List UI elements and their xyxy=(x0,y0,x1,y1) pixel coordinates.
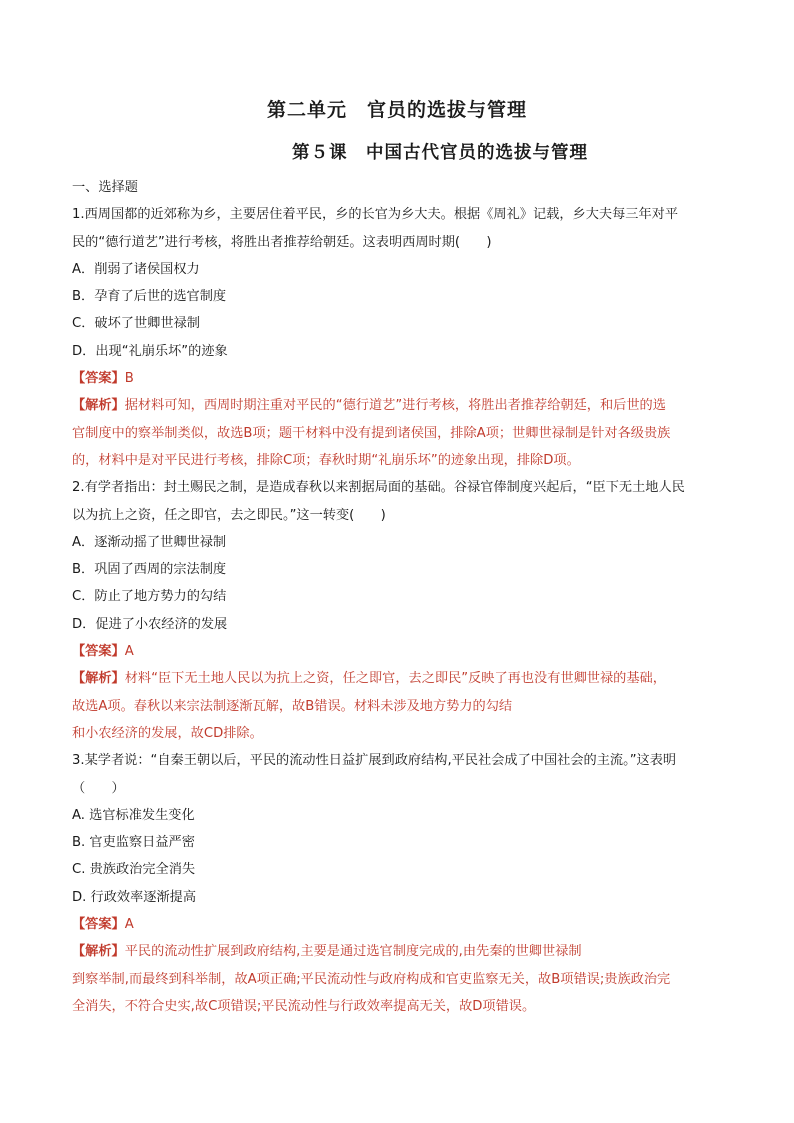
question-stem-line: 2.有学者指出：封土赐民之制，是造成春秋以来割据局面的基础。谷禄官俸制度兴起后，“臣下无土地人民 xyxy=(72,480,685,496)
option-b: B. 官吏监察日益严密 xyxy=(72,835,195,851)
option-a: A. 选官标准发生变化 xyxy=(72,807,195,823)
option-b: B．孕育了后世的选官制度 xyxy=(72,289,227,305)
question-stem-line: 3.某学者说：“自秦王朝以后，平民的流动性日益扩展到政府结构,平民社会成了中国社会的主流。”这表明 xyxy=(72,753,677,769)
analysis-line xyxy=(72,665,734,692)
answer-value: B xyxy=(124,371,134,387)
option-a: A．削弱了诸侯国权力 xyxy=(72,261,200,277)
answer-label: 【答案】 xyxy=(72,371,125,387)
analysis-label: 【解析】 xyxy=(72,944,125,960)
question-stem-line: （ ） xyxy=(72,780,125,796)
option-a: A．逐渐动摇了世卿世禄制 xyxy=(72,534,227,550)
analysis-line: 官制度中的察举制类似，故选B项；题干材料中没有提到诸侯国，排除A项；世卿世禄制是针对各级贵族 xyxy=(72,425,671,441)
option-d: D．出现“礼崩乐坏”的迹象 xyxy=(72,343,228,359)
answer-value: A xyxy=(124,917,134,933)
option-b: B．巩固了西周的宗法制度 xyxy=(72,562,227,578)
option-c: C. 贵族政治完全消失 xyxy=(72,862,196,878)
analysis-line: 故选A项。春秋以来宗法制逐渐瓦解，故B错误。材料未涉及地方势力的勾结 xyxy=(72,698,513,714)
option-d: D．促进了小农经济的发展 xyxy=(72,616,228,632)
analysis-line: 全消失，不符合史实,故C项错误;平民流动性与行政效率提高无关，故D项错误。 xyxy=(72,998,536,1014)
unit-title: 第二单元 官员的选拔与管理 xyxy=(266,99,527,121)
lesson-title: 第５课 中国古代官员的选拔与管理 xyxy=(292,143,588,163)
option-d: D. 行政效率逐渐提高 xyxy=(72,889,197,905)
analysis-text: 平民的流动性扩展到政府结构,主要是通过选官制度完成的,由先秦的世卿世禄制 xyxy=(124,944,582,960)
analysis-line xyxy=(72,938,734,965)
analysis-line xyxy=(72,392,734,419)
section-title: 一、选择题 xyxy=(72,180,138,195)
answer-line xyxy=(72,365,734,392)
analysis-label: 【解析】 xyxy=(72,398,125,414)
analysis-line: 和小农经济的发展，故CD排除。 xyxy=(72,725,263,741)
question-3 xyxy=(72,747,734,1020)
answer-line xyxy=(72,638,734,665)
answer-label: 【答案】 xyxy=(72,644,125,660)
question-1 xyxy=(72,201,734,474)
question-2 xyxy=(72,474,734,747)
analysis-line: 的，材料中是对平民进行考核，排除C项；春秋时期“礼崩乐坏”的迹象出现，排除D项。 xyxy=(72,452,580,468)
answer-label: 【答案】 xyxy=(72,917,125,933)
answer-line xyxy=(72,911,734,938)
analysis-line: 到察举制,而最终到科举制，故A项正确;平民流动性与政府构成和官吏监察无关，故B项错误;贵族政治完 xyxy=(72,971,671,987)
analysis-text: 据材料可知，西周时期注重对平民的“德行道艺”进行考核，将胜出者推荐给朝廷，和后世的选 xyxy=(124,398,666,414)
question-stem-line: 民的“德行道艺”进行考核，将胜出者推荐给朝廷。这表明西周时期( ) xyxy=(72,234,492,250)
question-stem-line: 以为抗上之资，任之即官，去之即民。”这一转变( ) xyxy=(72,507,386,523)
answer-value: A xyxy=(124,644,134,660)
analysis-text: 材料“臣下无土地人民以为抗上之资，任之即官，去之即民”反映了再也没有世卿世禄的基础， xyxy=(124,671,666,687)
document-body xyxy=(72,174,734,1020)
question-stem-line: 1.西周国都的近郊称为乡，主要居住着平民，乡的长官为乡大夫。根据《周礼》记载，乡大夫每三年对平 xyxy=(72,207,679,223)
option-c: C．防止了地方势力的勾结 xyxy=(72,589,227,605)
option-c: C．破坏了世卿世禄制 xyxy=(72,316,200,332)
analysis-label: 【解析】 xyxy=(72,671,125,687)
